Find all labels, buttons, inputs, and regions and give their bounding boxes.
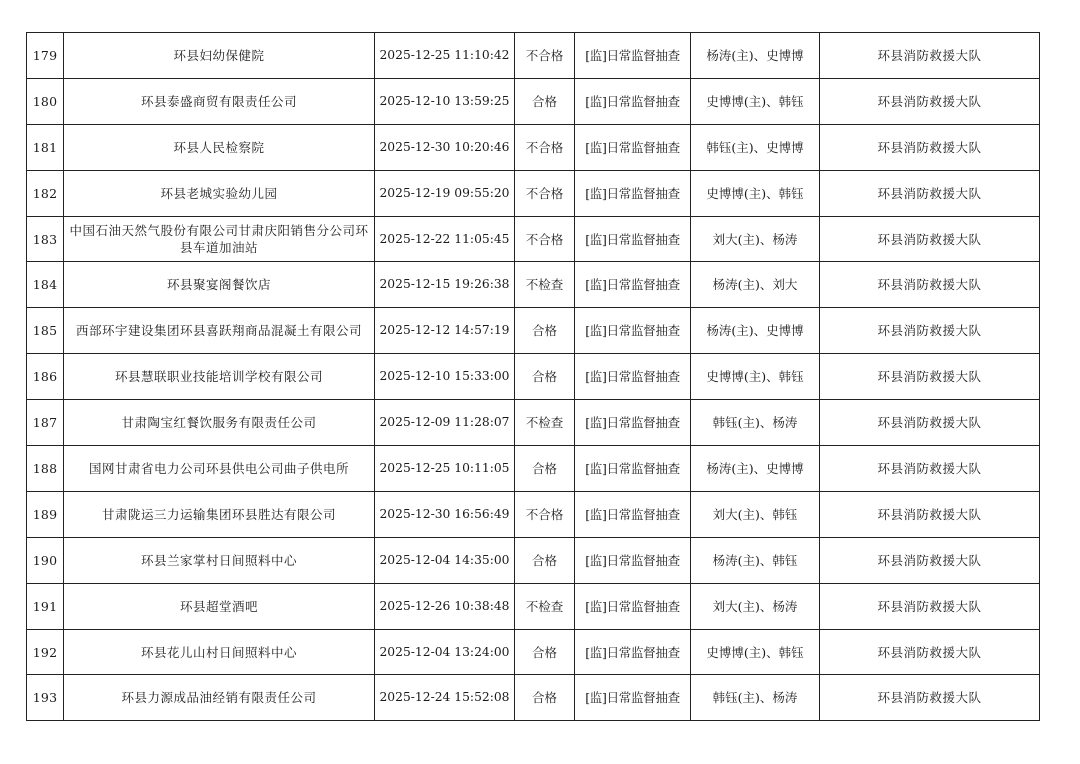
record-number-cell: 192 <box>27 629 64 675</box>
inspection-result-cell: 不合格 <box>515 491 575 537</box>
inspection-result-cell: 不检查 <box>515 262 575 308</box>
inspectors-cell: 刘大(主)、杨涛 <box>691 583 820 629</box>
unit-name-cell: 环县兰家掌村日间照料中心 <box>64 537 375 583</box>
inspectors-cell: 韩钰(主)、杨涛 <box>691 675 820 721</box>
unit-name-cell: 环县聚宴阁餐饮店 <box>64 262 375 308</box>
table-row <box>27 124 1040 170</box>
inspection-type-cell: [监]日常监督抽查 <box>575 537 691 583</box>
table-row <box>27 400 1040 446</box>
inspection-result-cell: 不合格 <box>515 170 575 216</box>
inspection-type-cell: [监]日常监督抽查 <box>575 675 691 721</box>
record-number-cell: 193 <box>27 675 64 721</box>
unit-name-cell: 甘肃陶宝红餐饮服务有限责任公司 <box>64 400 375 446</box>
table-body <box>27 33 1040 721</box>
inspection-type-cell: [监]日常监督抽查 <box>575 491 691 537</box>
department-cell: 环县消防救援大队 <box>820 537 1040 583</box>
unit-name-cell: 环县慧联职业技能培训学校有限公司 <box>64 354 375 400</box>
record-number-cell: 190 <box>27 537 64 583</box>
inspection-result-cell: 不检查 <box>515 400 575 446</box>
inspection-time-cell: 2025-12-26 10:38:48 <box>375 583 515 629</box>
record-number-cell: 184 <box>27 262 64 308</box>
inspection-time-cell: 2025-12-25 11:10:42 <box>375 33 515 79</box>
inspection-result-cell: 不合格 <box>515 33 575 79</box>
table-row <box>27 629 1040 675</box>
inspectors-cell: 韩钰(主)、杨涛 <box>691 400 820 446</box>
unit-name-cell: 环县老城实验幼儿园 <box>64 170 375 216</box>
record-number-cell: 187 <box>27 400 64 446</box>
inspection-type-cell: [监]日常监督抽查 <box>575 583 691 629</box>
table-row <box>27 216 1040 262</box>
unit-name-cell: 环县泰盛商贸有限责任公司 <box>64 78 375 124</box>
inspection-type-cell: [监]日常监督抽查 <box>575 124 691 170</box>
unit-name-cell: 西部环宇建设集团环县喜跃翔商品混凝土有限公司 <box>64 308 375 354</box>
inspection-result-cell: 合格 <box>515 78 575 124</box>
inspection-time-cell: 2025-12-10 13:59:25 <box>375 78 515 124</box>
inspection-result-cell: 合格 <box>515 537 575 583</box>
record-number-cell: 185 <box>27 308 64 354</box>
inspection-type-cell: [监]日常监督抽查 <box>575 400 691 446</box>
department-cell: 环县消防救援大队 <box>820 170 1040 216</box>
department-cell: 环县消防救援大队 <box>820 446 1040 492</box>
department-cell: 环县消防救援大队 <box>820 583 1040 629</box>
record-number-cell: 189 <box>27 491 64 537</box>
inspectors-cell: 刘大(主)、杨涛 <box>691 216 820 262</box>
inspection-time-cell: 2025-12-24 15:52:08 <box>375 675 515 721</box>
inspection-result-cell: 不检查 <box>515 583 575 629</box>
inspection-type-cell: [监]日常监督抽查 <box>575 629 691 675</box>
department-cell: 环县消防救援大队 <box>820 308 1040 354</box>
inspection-type-cell: [监]日常监督抽查 <box>575 262 691 308</box>
department-cell: 环县消防救援大队 <box>820 216 1040 262</box>
record-number-cell: 191 <box>27 583 64 629</box>
record-number-cell: 180 <box>27 78 64 124</box>
inspectors-cell: 杨涛(主)、刘大 <box>691 262 820 308</box>
table-row <box>27 308 1040 354</box>
record-number-cell: 179 <box>27 33 64 79</box>
inspectors-cell: 史博博(主)、韩钰 <box>691 629 820 675</box>
inspection-result-cell: 合格 <box>515 308 575 354</box>
inspection-time-cell: 2025-12-30 10:20:46 <box>375 124 515 170</box>
inspectors-cell: 杨涛(主)、韩钰 <box>691 537 820 583</box>
inspection-records-table <box>26 32 1040 721</box>
inspection-time-cell: 2025-12-04 13:24:00 <box>375 629 515 675</box>
inspection-type-cell: [监]日常监督抽查 <box>575 446 691 492</box>
inspectors-cell: 杨涛(主)、史博博 <box>691 33 820 79</box>
inspection-time-cell: 2025-12-15 19:26:38 <box>375 262 515 308</box>
inspection-time-cell: 2025-12-12 14:57:19 <box>375 308 515 354</box>
inspectors-cell: 刘大(主)、韩钰 <box>691 491 820 537</box>
inspection-result-cell: 不合格 <box>515 216 575 262</box>
table-row <box>27 583 1040 629</box>
record-number-cell: 188 <box>27 446 64 492</box>
department-cell: 环县消防救援大队 <box>820 78 1040 124</box>
inspection-result-cell: 合格 <box>515 446 575 492</box>
inspectors-cell: 史博博(主)、韩钰 <box>691 170 820 216</box>
record-number-cell: 182 <box>27 170 64 216</box>
table-row <box>27 675 1040 721</box>
inspectors-cell: 韩钰(主)、史博博 <box>691 124 820 170</box>
department-cell: 环县消防救援大队 <box>820 400 1040 446</box>
inspection-type-cell: [监]日常监督抽查 <box>575 33 691 79</box>
inspection-time-cell: 2025-12-09 11:28:07 <box>375 400 515 446</box>
table-row <box>27 170 1040 216</box>
inspection-result-cell: 合格 <box>515 675 575 721</box>
inspection-type-cell: [监]日常监督抽查 <box>575 170 691 216</box>
department-cell: 环县消防救援大队 <box>820 354 1040 400</box>
table-row <box>27 78 1040 124</box>
inspectors-cell: 杨涛(主)、史博博 <box>691 446 820 492</box>
inspection-time-cell: 2025-12-04 14:35:00 <box>375 537 515 583</box>
inspection-type-cell: [监]日常监督抽查 <box>575 308 691 354</box>
department-cell: 环县消防救援大队 <box>820 262 1040 308</box>
unit-name-cell: 环县超堂酒吧 <box>64 583 375 629</box>
table-row <box>27 491 1040 537</box>
inspection-type-cell: [监]日常监督抽查 <box>575 78 691 124</box>
department-cell: 环县消防救援大队 <box>820 124 1040 170</box>
inspection-time-cell: 2025-12-22 11:05:45 <box>375 216 515 262</box>
inspection-result-cell: 合格 <box>515 354 575 400</box>
inspection-result-cell: 合格 <box>515 629 575 675</box>
table-row <box>27 33 1040 79</box>
inspection-type-cell: [监]日常监督抽查 <box>575 216 691 262</box>
department-cell: 环县消防救援大队 <box>820 675 1040 721</box>
unit-name-cell: 环县花儿山村日间照料中心 <box>64 629 375 675</box>
record-number-cell: 186 <box>27 354 64 400</box>
department-cell: 环县消防救援大队 <box>820 491 1040 537</box>
department-cell: 环县消防救援大队 <box>820 629 1040 675</box>
record-number-cell: 183 <box>27 216 64 262</box>
inspection-time-cell: 2025-12-10 15:33:00 <box>375 354 515 400</box>
record-number-cell: 181 <box>27 124 64 170</box>
table-row <box>27 262 1040 308</box>
inspection-time-cell: 2025-12-25 10:11:05 <box>375 446 515 492</box>
inspection-time-cell: 2025-12-19 09:55:20 <box>375 170 515 216</box>
table-row <box>27 446 1040 492</box>
unit-name-cell: 国网甘肃省电力公司环县供电公司曲子供电所 <box>64 446 375 492</box>
unit-name-cell: 甘肃陇运三力运输集团环县胜达有限公司 <box>64 491 375 537</box>
inspectors-cell: 史博博(主)、韩钰 <box>691 354 820 400</box>
table-row <box>27 537 1040 583</box>
unit-name-cell: 环县人民检察院 <box>64 124 375 170</box>
unit-name-cell: 环县妇幼保健院 <box>64 33 375 79</box>
inspectors-cell: 杨涛(主)、史博博 <box>691 308 820 354</box>
unit-name-cell: 环县力源成品油经销有限责任公司 <box>64 675 375 721</box>
table-row <box>27 354 1040 400</box>
unit-name-cell: 中国石油天然气股份有限公司甘肃庆阳销售分公司环县车道加油站 <box>64 216 375 262</box>
department-cell: 环县消防救援大队 <box>820 33 1040 79</box>
inspection-result-cell: 不合格 <box>515 124 575 170</box>
inspection-time-cell: 2025-12-30 16:56:49 <box>375 491 515 537</box>
inspection-type-cell: [监]日常监督抽查 <box>575 354 691 400</box>
inspectors-cell: 史博博(主)、韩钰 <box>691 78 820 124</box>
